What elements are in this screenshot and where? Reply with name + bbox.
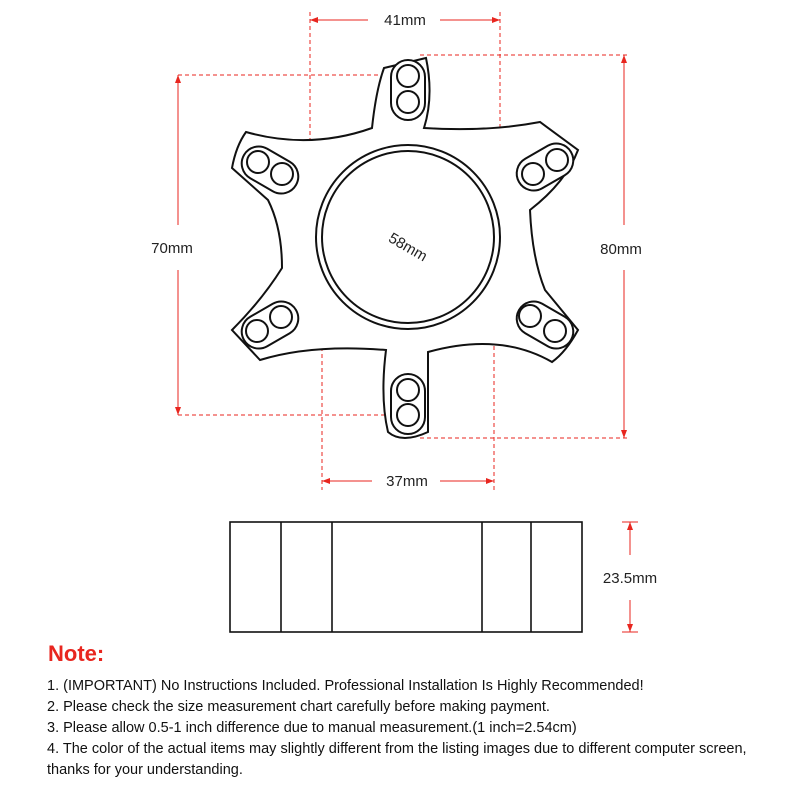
note-item-1: 1. (IMPORTANT) No Instructions Included. Professional Installation Is Highly Recommended! bbox=[47, 678, 644, 694]
arrow-41-right bbox=[492, 17, 500, 23]
bolt-hole-lower-right-b bbox=[544, 320, 566, 342]
bolt-hole-bottom-b bbox=[397, 404, 419, 426]
bolt-hole-upper-left-a bbox=[247, 151, 269, 173]
arrow-37-right bbox=[486, 478, 494, 484]
bolt-hole-top-b bbox=[397, 91, 419, 113]
note-item-3: 3. Please allow 0.5-1 inch difference due to manual measurement.(1 inch=2.54cm) bbox=[47, 720, 577, 736]
bolt-hole-lower-right-a bbox=[519, 305, 541, 327]
dim-label-58: 58mm bbox=[385, 229, 431, 266]
bolt-hole-bottom-a bbox=[397, 379, 419, 401]
note-item-4: 4. The color of the actual items may slightly different from the listing images due to different computer screen, thanks for your understanding. bbox=[47, 741, 747, 778]
dim-label-80: 80mm bbox=[600, 241, 642, 258]
arrow-80-bottom bbox=[621, 430, 627, 438]
arrow-70-top bbox=[175, 75, 181, 83]
bolt-hole-top-a bbox=[397, 65, 419, 87]
arrow-23-top bbox=[627, 522, 633, 530]
note-item-2: 2. Please check the size measurement chart carefully before making payment. bbox=[47, 699, 550, 715]
arrow-41-left bbox=[310, 17, 318, 23]
note-title: Note: bbox=[48, 641, 105, 666]
note-list bbox=[47, 676, 787, 781]
dim-label-70: 70mm bbox=[151, 240, 193, 257]
arrow-37-left bbox=[322, 478, 330, 484]
dim-label-37: 37mm bbox=[386, 473, 428, 490]
bolt-hole-upper-left-b bbox=[271, 163, 293, 185]
arrow-23-bottom bbox=[627, 624, 633, 632]
adapter-side-view bbox=[230, 522, 582, 632]
arrow-80-top bbox=[621, 55, 627, 63]
dim-label-41: 41mm bbox=[384, 12, 426, 29]
dim-label-23-5: 23.5mm bbox=[602, 570, 658, 587]
arrow-70-bottom bbox=[175, 407, 181, 415]
bolt-hole-lower-left-a bbox=[246, 320, 268, 342]
side-outline bbox=[230, 522, 582, 632]
bolt-hole-upper-right-a bbox=[546, 149, 568, 171]
bolt-hole-upper-right-b bbox=[522, 163, 544, 185]
bolt-hole-lower-left-b bbox=[270, 306, 292, 328]
